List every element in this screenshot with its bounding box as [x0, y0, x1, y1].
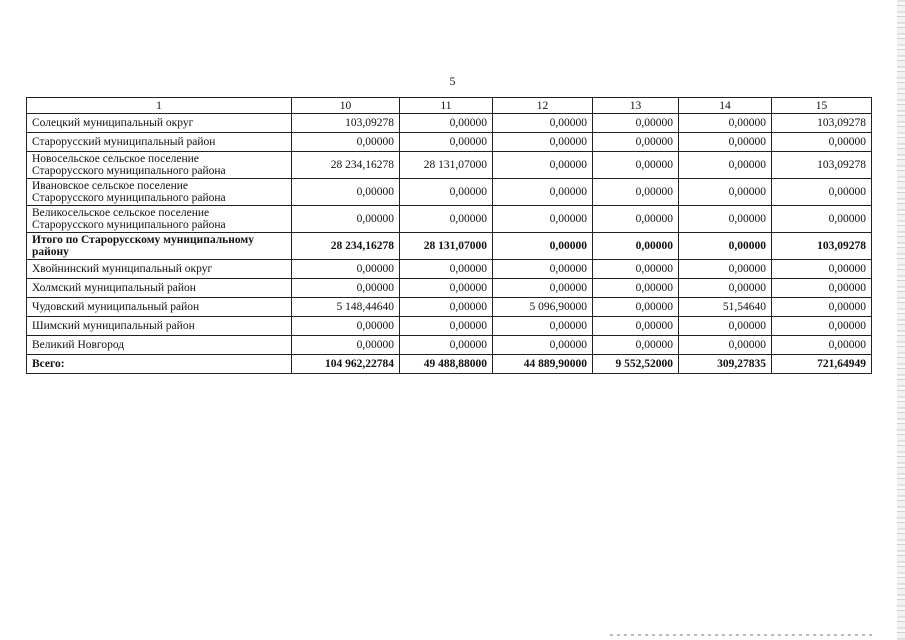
value-cell-col-14: 0,00000 [679, 233, 772, 260]
header-cell-col-11: 11 [400, 98, 493, 114]
table-body [27, 114, 872, 374]
value-cell-col-11: 0,00000 [400, 260, 493, 279]
value-cell-col-11: 49 488,88000 [400, 355, 493, 374]
table-header-row [27, 98, 872, 114]
value-cell-col-12: 0,00000 [493, 133, 593, 152]
header-cell-col-14: 14 [679, 98, 772, 114]
header-cell-col-12: 12 [493, 98, 593, 114]
value-cell-col-13: 0,00000 [593, 336, 679, 355]
scan-bottom-noise [610, 634, 875, 636]
value-cell-col-15: 721,64949 [772, 355, 872, 374]
value-cell-col-13: 9 552,52000 [593, 355, 679, 374]
budget-table [26, 97, 872, 374]
value-cell-col-11: 0,00000 [400, 179, 493, 206]
value-cell-col-13: 0,00000 [593, 279, 679, 298]
value-cell-col-15: 103,09278 [772, 152, 872, 179]
row-label-cell: Солецкий муниципальный округ [27, 114, 292, 133]
value-cell-col-15: 0,00000 [772, 179, 872, 206]
value-cell-col-14: 0,00000 [679, 114, 772, 133]
value-cell-col-14: 0,00000 [679, 317, 772, 336]
value-cell-col-12: 0,00000 [493, 233, 593, 260]
value-cell-col-14: 0,00000 [679, 179, 772, 206]
table-row [27, 114, 872, 133]
value-cell-col-12: 0,00000 [493, 152, 593, 179]
value-cell-col-10: 28 234,16278 [292, 233, 400, 260]
value-cell-col-15: 0,00000 [772, 279, 872, 298]
value-cell-col-12: 0,00000 [493, 114, 593, 133]
row-label-cell: Итого по Старорусскому муниципальному району [27, 233, 292, 260]
value-cell-col-12: 0,00000 [493, 260, 593, 279]
row-label-cell: Чудовский муниципальный район [27, 298, 292, 317]
value-cell-col-14: 0,00000 [679, 133, 772, 152]
value-cell-col-15: 0,00000 [772, 206, 872, 233]
value-cell-col-12: 0,00000 [493, 179, 593, 206]
value-cell-col-10: 104 962,22784 [292, 355, 400, 374]
value-cell-col-12: 0,00000 [493, 206, 593, 233]
row-label-cell: Новосельское сельское поселение Старорусского муниципального района [27, 152, 292, 179]
value-cell-col-15: 0,00000 [772, 260, 872, 279]
value-cell-col-14: 0,00000 [679, 152, 772, 179]
value-cell-col-11: 0,00000 [400, 133, 493, 152]
value-cell-col-15: 103,09278 [772, 114, 872, 133]
value-cell-col-14: 0,00000 [679, 336, 772, 355]
value-cell-col-11: 0,00000 [400, 336, 493, 355]
value-cell-col-11: 0,00000 [400, 298, 493, 317]
value-cell-col-15: 0,00000 [772, 298, 872, 317]
value-cell-col-10: 28 234,16278 [292, 152, 400, 179]
value-cell-col-10: 0,00000 [292, 317, 400, 336]
value-cell-col-15: 0,00000 [772, 336, 872, 355]
value-cell-col-13: 0,00000 [593, 233, 679, 260]
row-label-cell: Ивановское сельское поселение Старорусского муниципального района [27, 179, 292, 206]
table-row-total [27, 233, 872, 260]
value-cell-col-12: 44 889,90000 [493, 355, 593, 374]
value-cell-col-13: 0,00000 [593, 152, 679, 179]
table-row [27, 298, 872, 317]
value-cell-col-14: 0,00000 [679, 260, 772, 279]
table-row [27, 336, 872, 355]
table-row [27, 260, 872, 279]
value-cell-col-11: 28 131,07000 [400, 152, 493, 179]
table-row [27, 179, 872, 206]
value-cell-col-10: 0,00000 [292, 206, 400, 233]
header-cell-col-10: 10 [292, 98, 400, 114]
value-cell-col-11: 0,00000 [400, 317, 493, 336]
table-row [27, 206, 872, 233]
value-cell-col-11: 28 131,07000 [400, 233, 493, 260]
table-row [27, 279, 872, 298]
value-cell-col-13: 0,00000 [593, 179, 679, 206]
value-cell-col-14: 51,54640 [679, 298, 772, 317]
value-cell-col-10: 0,00000 [292, 133, 400, 152]
row-label-cell: Старорусский муниципальный район [27, 133, 292, 152]
value-cell-col-12: 0,00000 [493, 317, 593, 336]
value-cell-col-15: 103,09278 [772, 233, 872, 260]
value-cell-col-14: 0,00000 [679, 206, 772, 233]
row-label-cell: Великий Новгород [27, 336, 292, 355]
scan-edge-noise [897, 0, 905, 640]
value-cell-col-14: 0,00000 [679, 279, 772, 298]
row-label-cell: Всего: [27, 355, 292, 374]
value-cell-col-12: 0,00000 [493, 336, 593, 355]
header-cell-col-15: 15 [772, 98, 872, 114]
row-label-cell: Хвойнинский муниципальный округ [27, 260, 292, 279]
value-cell-col-13: 0,00000 [593, 114, 679, 133]
value-cell-col-10: 5 148,44640 [292, 298, 400, 317]
value-cell-col-13: 0,00000 [593, 206, 679, 233]
value-cell-col-10: 103,09278 [292, 114, 400, 133]
row-label-cell: Великосельское сельское поселение Старорусского муниципального района [27, 206, 292, 233]
value-cell-col-11: 0,00000 [400, 206, 493, 233]
value-cell-col-10: 0,00000 [292, 279, 400, 298]
value-cell-col-10: 0,00000 [292, 179, 400, 206]
table-row [27, 133, 872, 152]
value-cell-col-11: 0,00000 [400, 114, 493, 133]
value-cell-col-13: 0,00000 [593, 298, 679, 317]
row-label-cell: Шимский муниципальный район [27, 317, 292, 336]
value-cell-col-13: 0,00000 [593, 133, 679, 152]
value-cell-col-11: 0,00000 [400, 279, 493, 298]
header-cell-col-13: 13 [593, 98, 679, 114]
table-row-total [27, 355, 872, 374]
page-number: 5 [449, 74, 456, 88]
value-cell-col-12: 0,00000 [493, 279, 593, 298]
table-row [27, 317, 872, 336]
value-cell-col-15: 0,00000 [772, 133, 872, 152]
value-cell-col-12: 5 096,90000 [493, 298, 593, 317]
table-row [27, 152, 872, 179]
row-label-cell: Холмский муниципальный район [27, 279, 292, 298]
value-cell-col-13: 0,00000 [593, 317, 679, 336]
header-cell-col-1: 1 [27, 98, 292, 114]
value-cell-col-13: 0,00000 [593, 260, 679, 279]
value-cell-col-10: 0,00000 [292, 260, 400, 279]
value-cell-col-14: 309,27835 [679, 355, 772, 374]
value-cell-col-10: 0,00000 [292, 336, 400, 355]
value-cell-col-15: 0,00000 [772, 317, 872, 336]
